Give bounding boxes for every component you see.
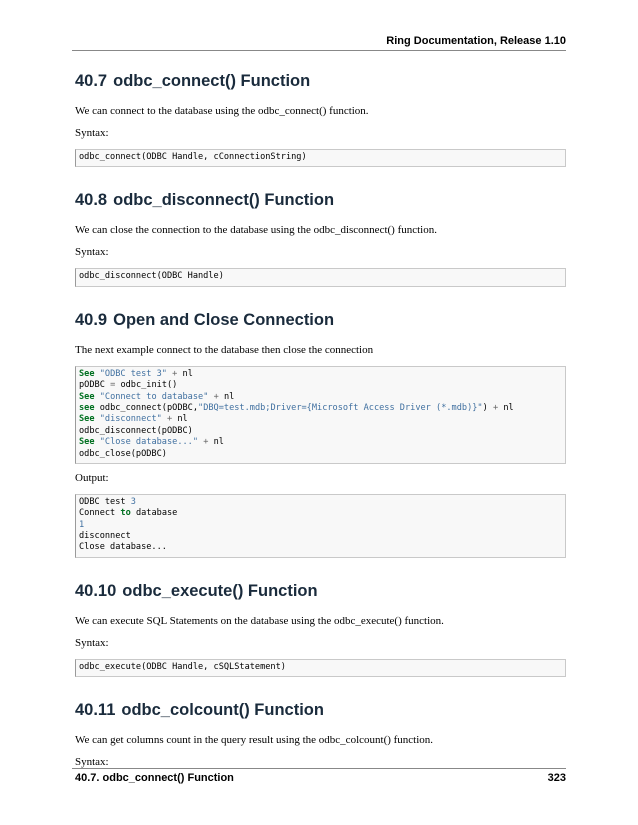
section-number: 40.7 [75, 72, 108, 90]
code-operator: + [492, 402, 499, 413]
section-heading-40-10 [75, 582, 566, 601]
syntax-label: Syntax: [75, 246, 109, 259]
header-divider [72, 50, 566, 51]
code-line: odbc_disconnect(ODBC Handle) [79, 271, 224, 282]
code-text: ) [482, 402, 488, 413]
code-keyword: see [79, 402, 95, 413]
syntax-label: Syntax: [75, 636, 109, 649]
code-keyword: See [79, 391, 95, 402]
code-line-1 [79, 369, 562, 380]
code-operator: = [110, 380, 116, 391]
example-code-block [75, 366, 566, 464]
page-number: 323 [547, 772, 566, 784]
section-title: odbc_connect() Function [113, 72, 311, 90]
section-intro: We can close the connection to the database using the odbc_disconnect() function. [75, 224, 437, 237]
code-text: odbc_close(pODBC) [79, 448, 167, 459]
output-line-4 [79, 531, 562, 542]
code-string: "DBQ=test.mdb;Driver={Microsoft Access Driver (*.mdb)}" [198, 402, 483, 413]
section-heading-40-7 [75, 72, 566, 91]
code-text: odbc_init() [120, 380, 178, 391]
code-line-4 [79, 403, 562, 414]
code-line-3 [79, 392, 562, 403]
code-string: "Connect to database" [99, 391, 209, 402]
section-intro: We can execute SQL Statements on the database using the odbc_execute() function. [75, 614, 444, 627]
code-text: odbc_connect(pODBC, [99, 402, 199, 413]
syntax-label: Syntax: [75, 756, 109, 769]
section-intro: The next example connect to the database then close the connection [75, 343, 374, 356]
code-keyword: See [79, 414, 95, 425]
section-number: 40.11 [75, 701, 116, 720]
output-label: Output: [75, 471, 109, 484]
code-operator: + [172, 368, 178, 379]
code-text: nl [213, 437, 224, 448]
code-text: disconnect [79, 531, 131, 542]
section-title: odbc_execute() Function [122, 581, 318, 600]
section-heading-40-9 [75, 311, 566, 330]
section-title: Open and Close Connection [113, 310, 335, 329]
running-header: Ring Documentation, Release 1.10 [386, 35, 566, 47]
code-text: nl [177, 414, 188, 425]
code-keyword: See [79, 437, 95, 448]
code-number: 3 [130, 496, 136, 507]
code-line-7 [79, 437, 562, 448]
code-line: odbc_execute(ODBC Handle, cSQLStatement) [79, 661, 286, 672]
output-code-block [75, 494, 566, 558]
code-text: nl [223, 391, 235, 402]
code-operator: + [203, 437, 209, 448]
code-string: "ODBC test 3" [99, 368, 167, 379]
code-line: odbc_connect(ODBC Handle, cConnectionString) [79, 152, 307, 162]
code-text: pODBC [79, 380, 105, 391]
code-number: 1 [79, 519, 85, 530]
section-number: 40.8 [75, 191, 108, 210]
section-title: odbc_disconnect() Function [113, 191, 335, 210]
section-number: 40.9 [75, 310, 108, 329]
section-intro: We can connect to the database using the odbc_connect() function. [75, 105, 369, 117]
section-title: odbc_colcount() Function [121, 701, 324, 720]
page-content [75, 72, 566, 778]
code-text: Connect [79, 508, 116, 519]
code-text: database [135, 508, 178, 519]
section-heading-40-11 [75, 701, 566, 720]
output-line-1 [79, 497, 562, 508]
footer-divider [72, 768, 566, 769]
section-number: 40.10 [75, 581, 117, 600]
code-keyword: to [120, 508, 131, 519]
output-line-3 [79, 520, 562, 531]
code-operator: + [167, 414, 173, 425]
code-operator: + [213, 391, 219, 402]
syntax-code-block [75, 149, 566, 167]
code-text: ODBC test [79, 496, 126, 507]
code-line-6 [79, 426, 562, 437]
code-text: nl [182, 368, 193, 379]
code-text: nl [503, 402, 514, 413]
footer-section-title: 40.7. odbc_connect() Function [75, 772, 234, 784]
section-heading-40-8 [75, 191, 566, 210]
output-line-2 [79, 508, 562, 519]
code-line-8 [79, 449, 562, 460]
code-line-5 [79, 414, 562, 425]
code-string: "Close database..." [99, 437, 199, 448]
code-text: odbc_disconnect(pODBC) [79, 425, 193, 436]
section-intro: We can get columns count in the query result using the odbc_colcount() function. [75, 734, 434, 747]
code-line-2 [79, 380, 562, 391]
syntax-code-block [75, 659, 566, 677]
code-keyword: See [79, 368, 95, 379]
code-string: "disconnect" [99, 414, 162, 425]
output-line-5 [79, 542, 562, 553]
syntax-label: Syntax: [75, 127, 109, 139]
code-text: Close database... [79, 542, 167, 553]
syntax-code-block [75, 268, 566, 286]
